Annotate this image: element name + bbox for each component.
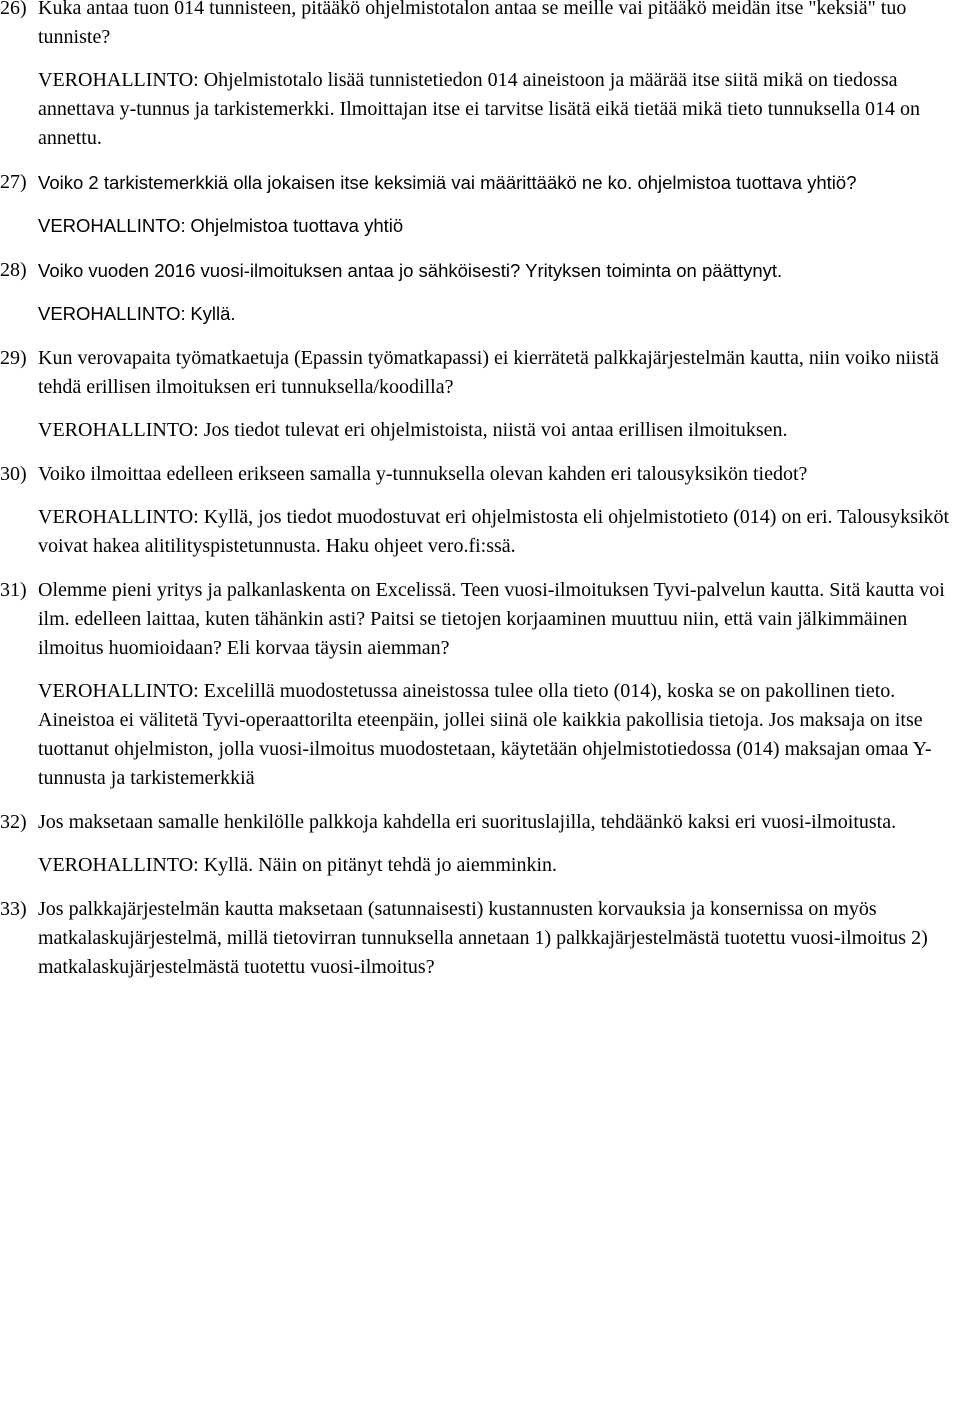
answer-label: VEROHALLINTO: — [38, 215, 186, 236]
question-text: Olemme pieni yritys ja palkanlaskenta on Excelissä. Teen vuosi-ilmoituksen Tyvi-palvelun kautta. Sitä kautta voi ilm. edelleen laittaa, kuten tähänkin asti? Paitsi se tietojen korjaaminen muuttuu niin, että vain jälkimmäinen ilmoitus huomioidaan? Eli korvaa täysin aiemman? — [38, 579, 945, 659]
answer-text: Kyllä. Näin on pitänyt tehdä jo aiemminkin. — [203, 854, 557, 876]
question-text: Jos maksetaan samalle henkilölle palkkoja kahdella eri suorituslajilla, tehdäänkö kaksi eri vuosi-ilmoitusta. — [38, 811, 897, 833]
qa-item-32 — [0, 808, 960, 880]
question-number: 26) — [0, 0, 27, 19]
qa-item-29 — [0, 344, 960, 445]
question-text: Kuka antaa tuon 014 tunnisteen, pitääkö ohjelmistotalon antaa se meille vai pitääkö meidän itse "keksiä" tuo tunniste? — [38, 0, 907, 48]
answer-label: VEROHALLINTO: — [38, 303, 186, 324]
answer-label: VEROHALLINTO: — [38, 506, 199, 528]
answer-label: VEROHALLINTO: — [38, 69, 199, 91]
question-text: Voiko vuoden 2016 vuosi-ilmoituksen antaa jo sähköisesti? Yrityksen toiminta on päättynyt. — [38, 260, 783, 281]
answer-text: Kyllä. — [190, 303, 236, 324]
question-number: 30) — [0, 463, 27, 485]
question-text: Jos palkkajärjestelmän kautta maksetaan (satunnaisesti) kustannusten korvauksia ja konsernissa on myös matkalaskujärjestelmä, millä tietovirran tunnuksella annetaan 1) palkkajärjestelmästä tuotettu vuosi-ilmoitus 2) matkalaskujärjestelmästä tuotettu vuosi-ilmoitus? — [38, 898, 928, 978]
question-number: 27) — [0, 171, 27, 193]
qa-item-30 — [0, 460, 960, 561]
question-number: 28) — [0, 259, 27, 281]
answer-label: VEROHALLINTO: — [38, 854, 199, 876]
question-number: 32) — [0, 811, 27, 833]
qa-item-27 — [0, 168, 960, 241]
qa-item-26 — [0, 0, 960, 153]
answer-paragraph — [38, 211, 958, 241]
question-text: Kun verovapaita työmatkaetuja (Epassin työmatkapassi) ei kierrätetä palkkajärjestelmän kautta, niin voiko niistä tehdä erillisen ilmoituksen eri tunnuksella/koodilla? — [38, 347, 939, 398]
qa-item-33 — [0, 895, 960, 982]
answer-text: Ohjelmistotalo lisää tunnistetiedon 014 aineistoon ja määrää itse siitä mikä on tiedossa annettava y-tunnus ja tarkistemerkki. Ilmoittajan itse ei tarvitse lisätä eikä tietää mikä tieto tunnuksella 014 on annettu. — [38, 69, 920, 149]
question-number: 31) — [0, 579, 27, 601]
answer-paragraph — [38, 677, 958, 793]
answer-paragraph — [38, 503, 958, 561]
qa-item-28 — [0, 256, 960, 329]
answer-label: VEROHALLINTO: — [38, 419, 199, 441]
qa-item-31 — [0, 576, 960, 793]
answer-paragraph — [38, 851, 958, 880]
answer-label: VEROHALLINTO: — [38, 680, 199, 702]
question-text: Voiko ilmoittaa edelleen erikseen samalla y-tunnuksella olevan kahden eri talousyksikön tiedot? — [38, 463, 808, 485]
answer-text: Jos tiedot tulevat eri ohjelmistoista, niistä voi antaa erillisen ilmoituksen. — [203, 419, 788, 441]
answer-paragraph — [38, 299, 958, 329]
question-text: Voiko 2 tarkistemerkkiä olla jokaisen itse keksimiä vai määrittääkö ne ko. ohjelmistoa tuottava yhtiö? — [38, 172, 857, 193]
question-number: 29) — [0, 347, 27, 369]
answer-paragraph — [38, 416, 958, 445]
answer-paragraph — [38, 66, 958, 153]
answer-text: Excelillä muodostetussa aineistossa tulee olla tieto (014), koska se on pakollinen tieto. Aineistoa ei välitetä Tyvi-operaattorilta eteenpäin, jollei siinä ole kaikkia pakollisia tietoja. Jos maksaja on itse tuottanut ohjelmiston, jolla vuosi-ilmoitus muodostetaan, käytetään ohjelmistotiedossa (014) maksajan omaa Y-tunnusta ja tarkistemerkkiä — [38, 680, 932, 789]
answer-text: Ohjelmistoa tuottava yhtiö — [190, 215, 404, 236]
question-number: 33) — [0, 898, 27, 920]
answer-text: Kyllä, jos tiedot muodostuvat eri ohjelmistosta eli ohjelmistotieto (014) on eri. Talousyksiköt voivat hakea alitilityspistetunnusta. Haku ohjeet vero.fi:ssä. — [38, 506, 950, 557]
